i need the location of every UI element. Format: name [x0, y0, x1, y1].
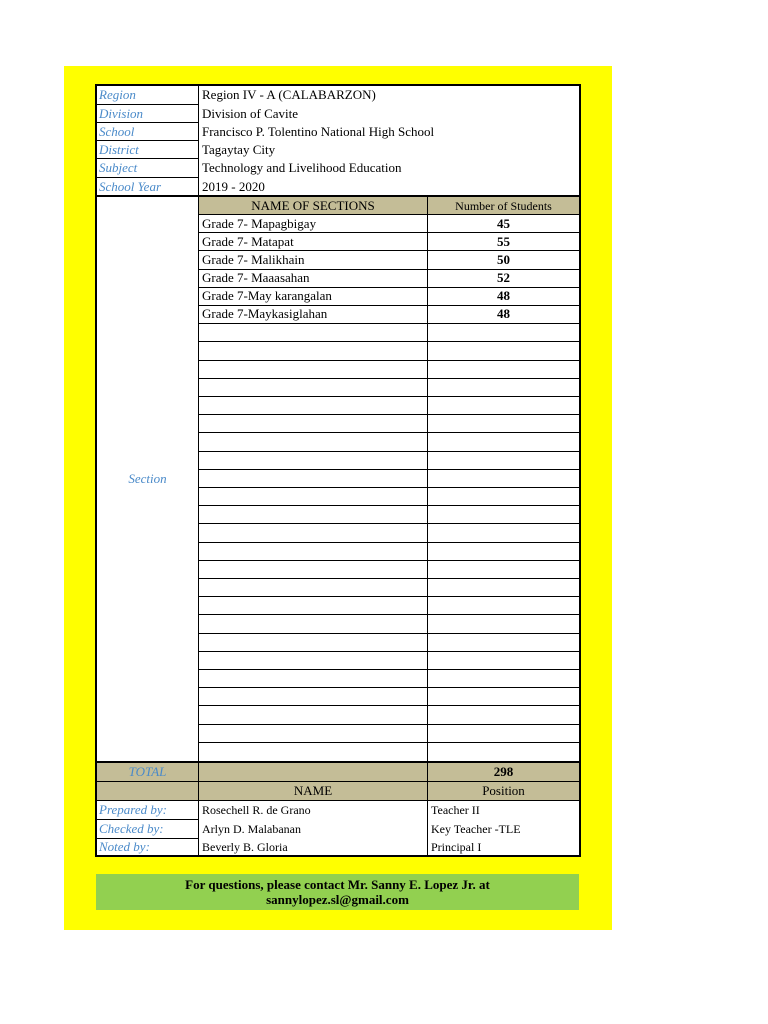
section-count: 52	[497, 270, 510, 285]
grid-row-line	[199, 378, 579, 379]
checked-by-position: Key Teacher -TLE	[431, 822, 521, 836]
grid-row-line	[199, 633, 579, 634]
grid-row-line	[199, 305, 579, 306]
noted-by-name: Beverly B. Gloria	[202, 840, 288, 854]
section-name: Grade 7- Malikhain	[202, 252, 305, 267]
form-table	[95, 84, 581, 857]
value-school: Francisco P. Tolentino National High School	[202, 124, 435, 139]
value-division: Division of Cavite	[202, 106, 299, 121]
contact-line-1: For questions, please contact Mr. Sanny E. Lopez Jr. at	[185, 877, 490, 892]
prepared-by-name: Rosechell R. de Grano	[202, 803, 311, 817]
label-prepared-by: Prepared by:	[99, 802, 167, 817]
section-count: 55	[497, 234, 510, 249]
grid-row-line	[199, 542, 579, 543]
label-subject: Subject	[99, 160, 138, 175]
grid-row-line	[199, 360, 579, 361]
grid-row-line	[199, 596, 579, 597]
grid-row-line	[199, 432, 579, 433]
grid-row-line	[199, 341, 579, 342]
section-name: Grade 7- Matapat	[202, 234, 294, 249]
section-name: Grade 7- Maaasahan	[202, 270, 310, 285]
header-number-of-students: Number of Students	[428, 197, 579, 215]
total-value: 298	[428, 763, 579, 781]
grid-row-line	[199, 523, 579, 524]
label-section: Section	[128, 471, 167, 486]
grid-row-line	[199, 214, 579, 215]
header-position: Position	[428, 782, 579, 800]
contact-email: sannylopez.sl@gmail.com	[266, 892, 409, 907]
section-name: Grade 7- Mapagbigay	[202, 216, 317, 231]
section-count: 45	[497, 216, 510, 231]
grid-row-line	[199, 578, 579, 579]
section-count: 48	[497, 288, 510, 303]
grid-row-line	[199, 250, 579, 251]
label-school: School	[99, 124, 135, 139]
grid-row-line	[199, 396, 579, 397]
value-region: Region IV - A (CALABARZON)	[202, 87, 376, 102]
grid-row-line	[199, 742, 579, 743]
grid-row-line	[199, 287, 579, 288]
header-name-of-sections: NAME OF SECTIONS	[199, 197, 427, 215]
grid-row-line	[199, 451, 579, 452]
label-total: TOTAL	[97, 763, 198, 781]
value-district: Tagaytay City	[202, 142, 276, 157]
grid-row-line	[199, 669, 579, 670]
label-school-year: School Year	[99, 179, 161, 194]
grid-row-line	[199, 560, 579, 561]
noted-by-position: Principal I	[431, 840, 482, 854]
section-name: Grade 7-May karangalan	[202, 288, 332, 303]
value-school-year: 2019 - 2020	[202, 179, 265, 194]
grid-row-line	[199, 505, 579, 506]
checked-by-name: Arlyn D. Malabanan	[202, 822, 301, 836]
section-name: Grade 7-Maykasiglahan	[202, 306, 328, 321]
value-subject: Technology and Livelihood Education	[202, 160, 402, 175]
label-division: Division	[99, 106, 144, 121]
grid-row-line	[199, 269, 579, 270]
prepared-by-position: Teacher II	[431, 803, 480, 817]
signatory-header-empty	[97, 782, 198, 800]
grid-row-line	[199, 469, 579, 470]
header-name: NAME	[199, 782, 427, 800]
grid-row-line	[199, 614, 579, 615]
grid-row-line	[199, 323, 579, 324]
grid-row-line	[199, 724, 579, 725]
grid-row-line	[199, 651, 579, 652]
grid-row-line	[199, 487, 579, 488]
label-district: District	[99, 142, 139, 157]
grid-row-line	[199, 687, 579, 688]
grid-row-line	[199, 414, 579, 415]
section-count: 50	[497, 252, 510, 267]
label-noted-by: Noted by:	[99, 839, 150, 854]
label-region: Region	[99, 87, 136, 102]
contact-banner	[96, 874, 579, 910]
grid-row-line	[199, 232, 579, 233]
total-empty-cell	[199, 763, 427, 781]
label-checked-by: Checked by:	[99, 821, 164, 836]
grid-row-line	[199, 705, 579, 706]
section-count: 48	[497, 306, 510, 321]
